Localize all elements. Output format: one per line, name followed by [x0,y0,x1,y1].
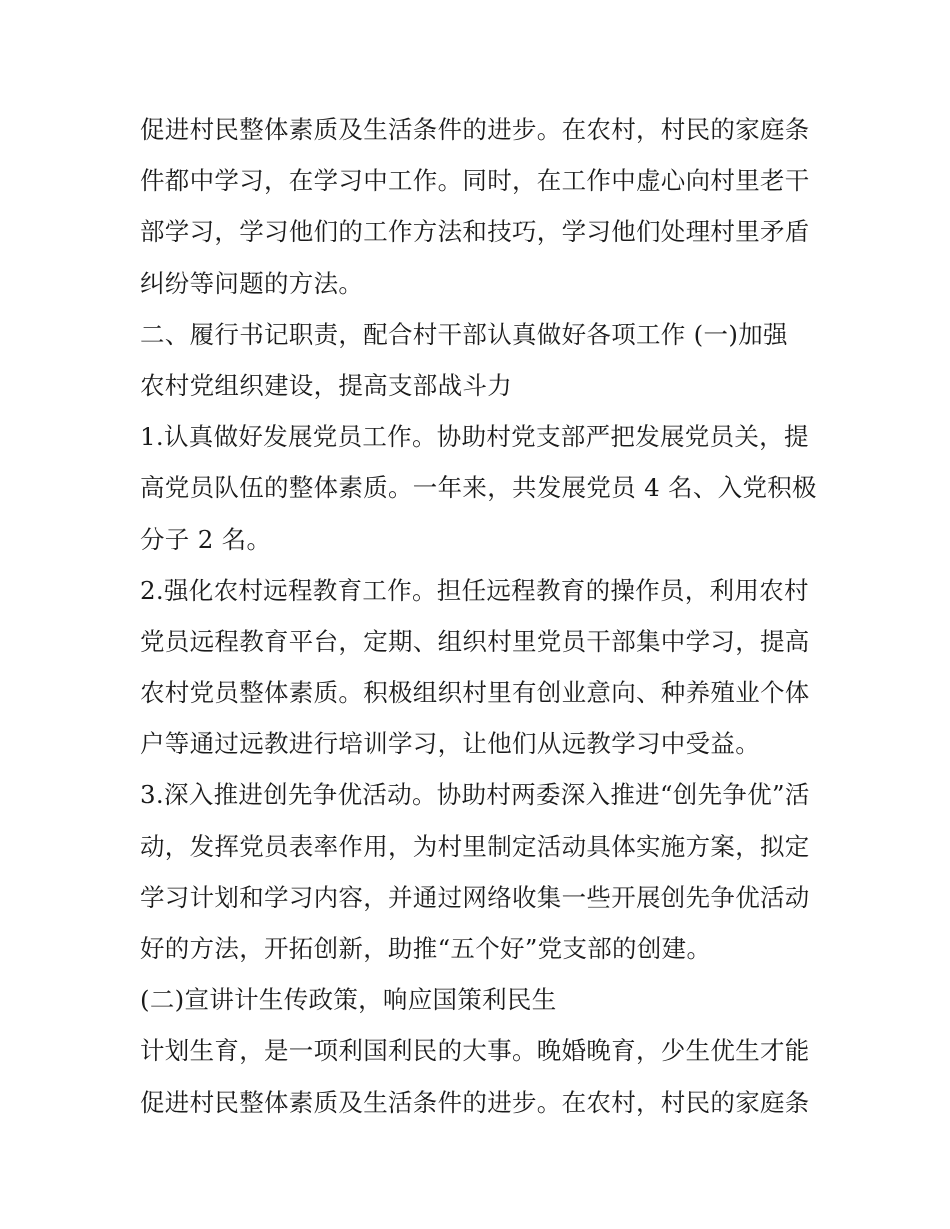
text-line: 促进村民整体素质及生活条件的进步。在农村，村民的家庭条 [140,1087,810,1117]
subsection-heading-line: (二)宣讲计生传政策，响应国策利民生 [140,985,557,1015]
text-line: 促进村民整体素质及生活条件的进步。在农村，村民的家庭条 [140,115,810,144]
text-line: 好的方法，开拓创新，助推“五个好”党支部的创建。 [140,934,712,963]
text-line: 户等通过远教进行培训学习，让他们从远教学习中受益。 [140,729,760,759]
text-line: 农村党员整体素质。积极组织村里有创业意向、种养殖业个体 [140,678,810,708]
text-line: 纠纷等问题的方法。 [140,268,364,298]
text-line: 分子 2 名。 [140,524,272,554]
list-item-line: 3.深入推进创先争优活动。协助村两委深入推进“创先争优”活 [140,780,810,810]
list-item-line: 1.认真做好发展党员工作。协助村党支部严把发展党员关，提 [140,422,809,452]
document-body [140,104,820,1128]
text-line: 高党员队伍的整体素质。一年来，共发展党员 4 名、入党积极 [140,473,817,503]
section-heading-line: 农村党组织建设，提高支部战斗力 [140,370,512,400]
section-heading-line: 二、履行书记职责，配合村干部认真做好各项工作 (一)加强 [140,319,788,349]
text-line: 党员远程教育平台，定期、组织村里党员干部集中学习，提高 [140,626,810,656]
text-line: 部学习，学习他们的工作方法和技巧，学习他们处理村里矛盾 [140,217,810,247]
text-line: 计划生育，是一项利国利民的大事。晚婚晚育，少生优生才能 [140,1036,810,1066]
text-line: 动，发挥党员表率作用，为村里制定活动具体实施方案，拟定 [140,831,810,861]
list-item-line: 2.强化农村远程教育工作。担任远程教育的操作员，利用农村 [140,575,809,605]
text-line: 件都中学习，在学习中工作。同时，在工作中虚心向村里老干 [140,166,810,196]
text-line: 学习计划和学习内容，并通过网络收集一些开展创先争优活动 [140,882,810,912]
